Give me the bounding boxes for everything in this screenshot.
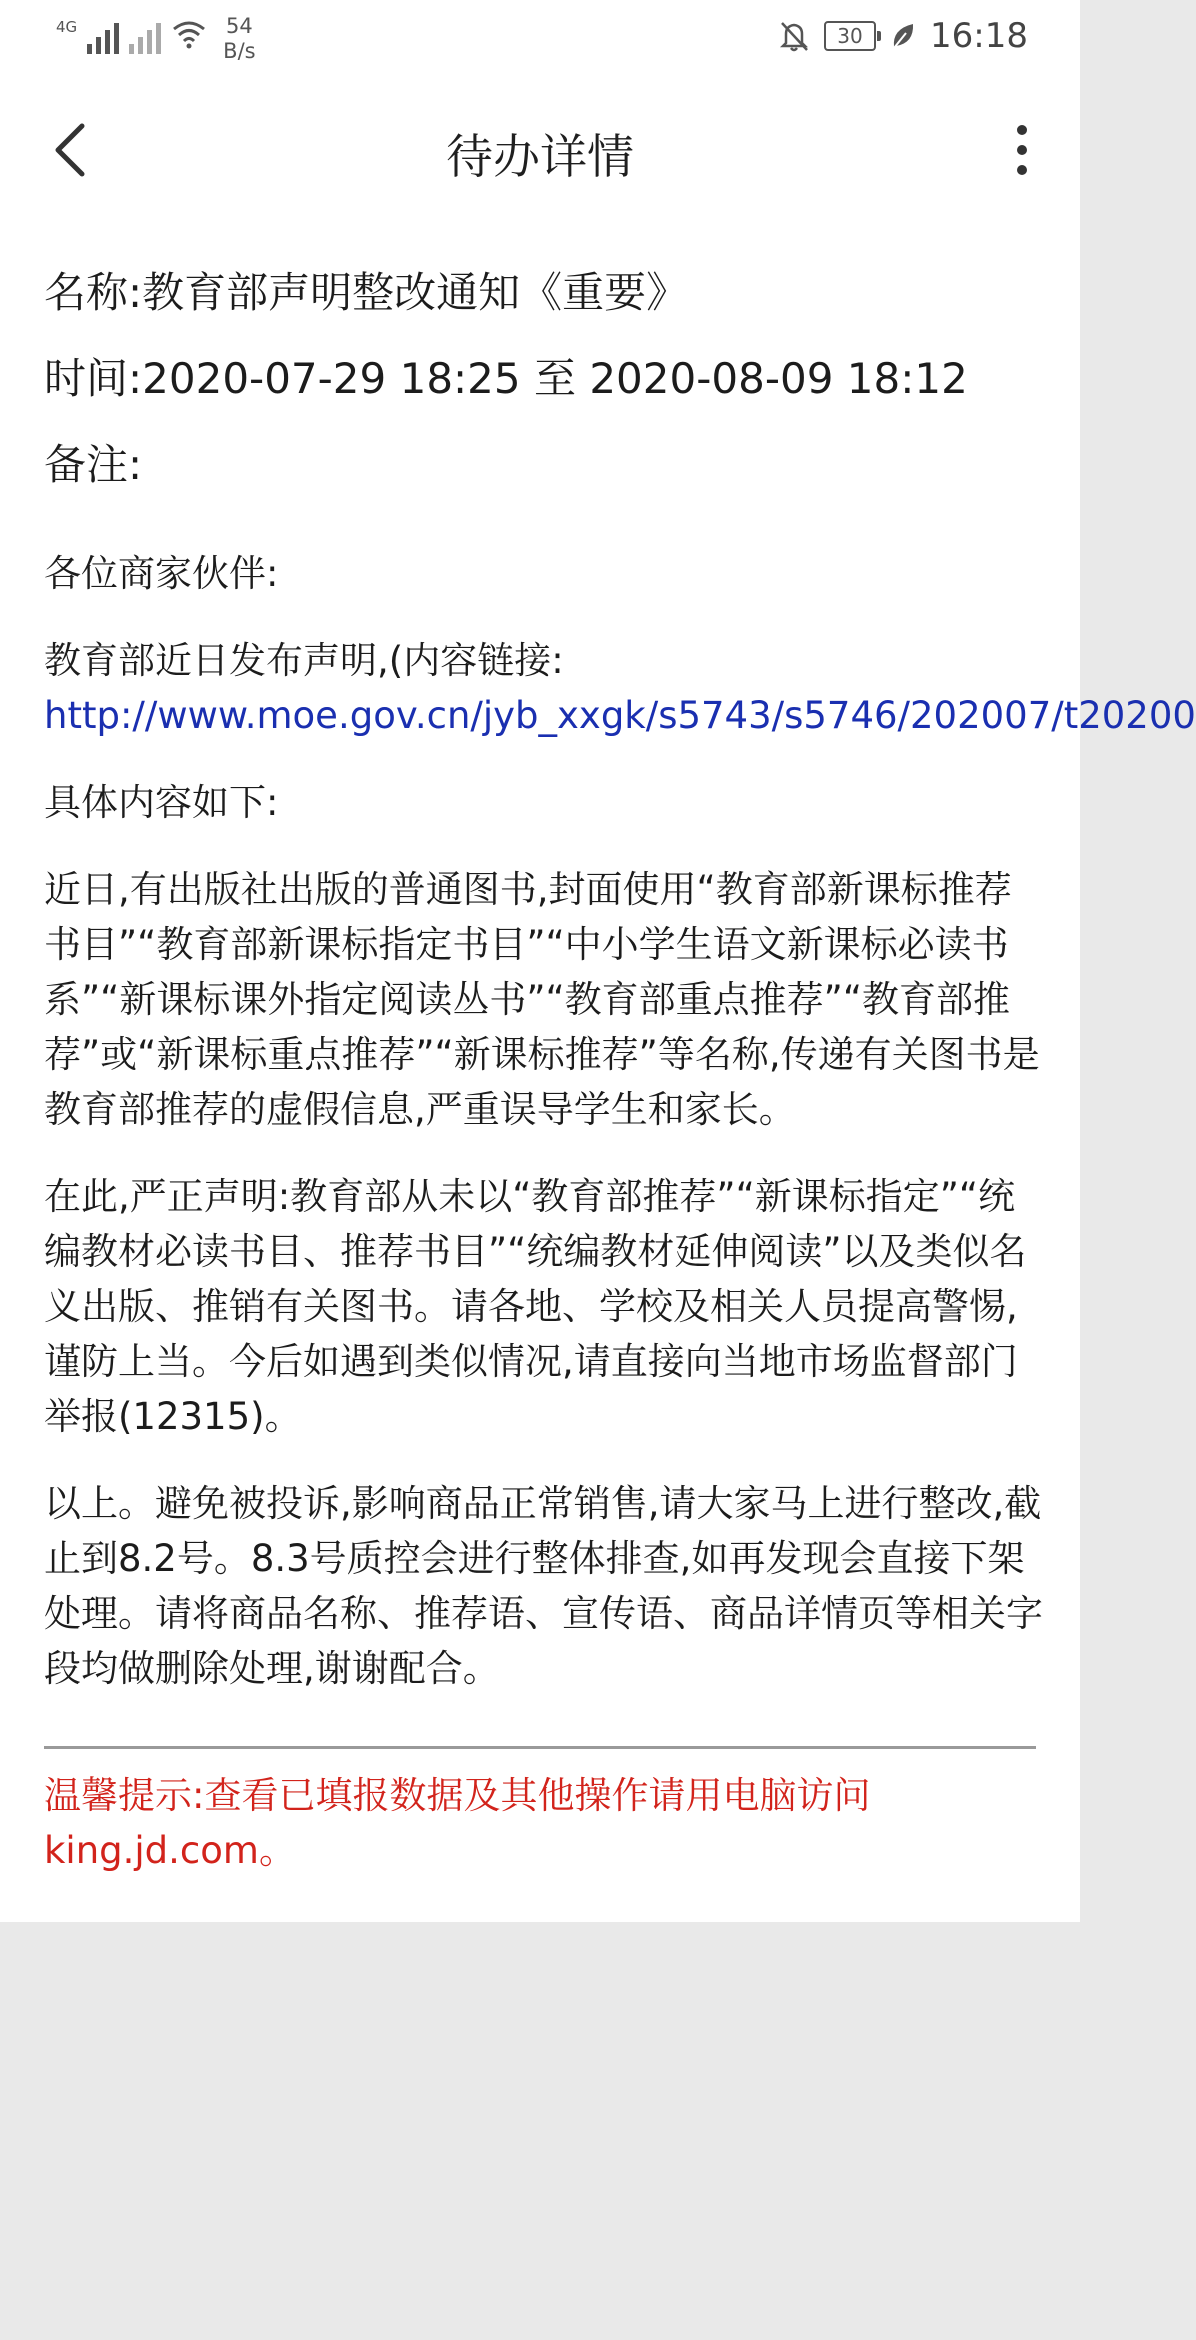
name-value: 教育部声明整改通知《重要》 bbox=[142, 268, 689, 317]
leaf-icon bbox=[890, 21, 916, 51]
status-bar bbox=[0, 0, 1080, 80]
time-label: 时间: bbox=[44, 354, 143, 403]
bell-off-icon bbox=[778, 19, 810, 53]
divider bbox=[44, 1746, 1036, 1749]
notice-content bbox=[44, 546, 1196, 1696]
speed-value: 54 bbox=[226, 14, 253, 38]
page-title: 待办详情 bbox=[446, 130, 634, 185]
notice-intro: 教育部近日发布声明,(内容链接: bbox=[44, 639, 564, 682]
notice-detail-heading: 具体内容如下: bbox=[44, 781, 279, 824]
speed-unit: B/s bbox=[223, 39, 256, 63]
status-left bbox=[56, 14, 256, 64]
battery-icon bbox=[824, 21, 876, 51]
wifi-icon bbox=[171, 16, 207, 52]
remark-label: 备注: bbox=[44, 440, 143, 489]
name-label: 名称: bbox=[44, 268, 143, 317]
notice-greeting: 各位商家伙伴: bbox=[44, 552, 279, 595]
battery-level: 30 bbox=[837, 24, 863, 48]
more-options-button[interactable] bbox=[1000, 120, 1044, 180]
app-header bbox=[0, 100, 1080, 200]
no-sim-signal-icon bbox=[129, 18, 161, 54]
todo-info bbox=[44, 268, 1044, 526]
notice-paragraph-1: 近日,有出版社出版的普通图书,封面使用“教育部新课标推荐书目”“教育部新课标指定书目”“中小学生语文新课标必读书系”“新课标课外指定阅读丛书”“教育部重点推荐”“教育部推荐”或“新课标重点推荐”“新课标推荐”等名称,传递有关图书是教育部推荐的虚假信息,严重误导学生和家长。 bbox=[44, 868, 1040, 1131]
network-speed bbox=[223, 14, 255, 64]
warm-tip: 温馨提示:查看已填报数据及其他操作请用电脑访问king.jd.com。 bbox=[44, 1774, 871, 1872]
status-right bbox=[778, 16, 1028, 56]
more-vertical-icon bbox=[1017, 125, 1027, 175]
notice-paragraph-3: 以上。避免被投诉,影响商品正常销售,请大家马上进行整改,截止到8.2号。8.3号质控会进行整体排查,如再发现会直接下架处理。请将商品名称、推荐语、宣传语、商品详情页等相关字段均做删除处理,谢谢配合。 bbox=[44, 1482, 1043, 1690]
signal-icon bbox=[87, 18, 119, 54]
notice-paragraph-2: 在此,严正声明:教育部从未以“教育部推荐”“新课标指定”“统编教材必读书目、推荐书目”“统编教材延伸阅读”以及类似名义出版、推销有关图书。请各地、学校及相关人员提高警惕,谨防上当。今后如遇到类似情况,请直接向当地市场监督部门举报(12315)。 bbox=[44, 1175, 1027, 1438]
network-type: 4G bbox=[56, 18, 78, 36]
remark-row bbox=[44, 440, 1044, 490]
time-value: 2020-07-29 18:25 至 2020-08-09 18:12 bbox=[142, 354, 968, 403]
time-row bbox=[44, 354, 1044, 404]
name-row bbox=[44, 268, 1044, 318]
notice-link[interactable]: http://www.moe.gov.cn/jyb_xxgk/s5743/s5746/202007/t20200 bbox=[44, 694, 1196, 737]
clock: 16:18 bbox=[930, 16, 1028, 56]
